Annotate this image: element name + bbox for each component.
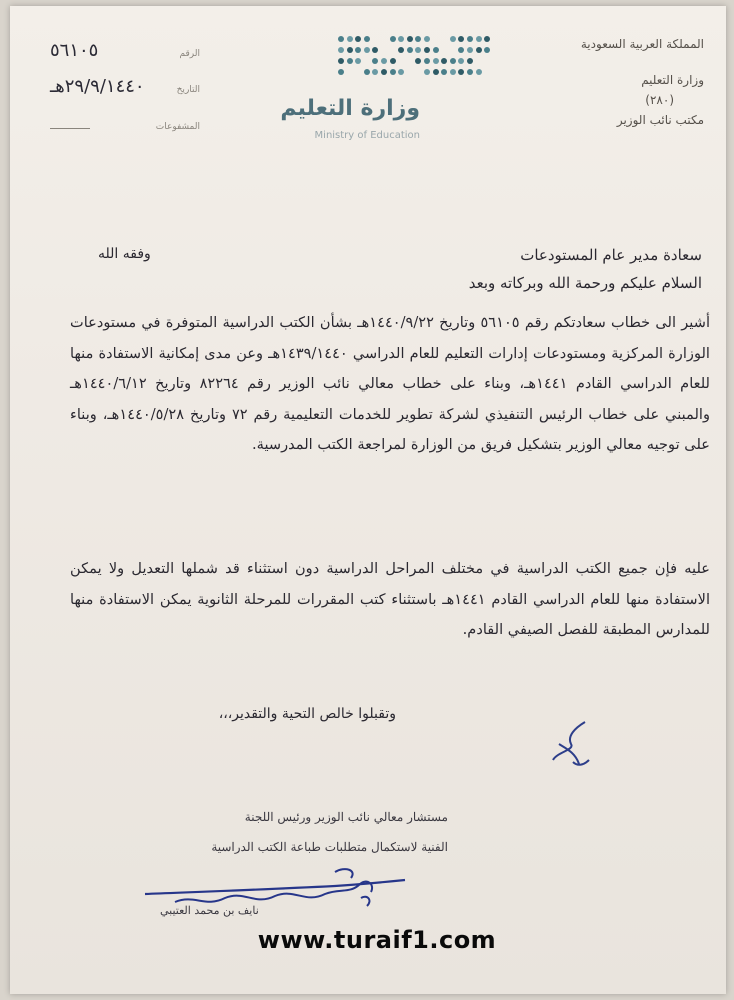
logo-dot <box>433 58 439 64</box>
letterhead-left <box>50 40 200 148</box>
logo-dot <box>347 47 353 53</box>
logo-dot <box>476 47 482 53</box>
logo-dot <box>424 69 430 75</box>
ref-number-row <box>50 40 200 76</box>
logo-dot <box>364 69 370 75</box>
logo-dot <box>424 47 430 53</box>
logo-dot <box>467 36 473 42</box>
logo-arabic: وزارة التعليم <box>280 96 420 121</box>
kingdom-name: المملكة العربية السعودية <box>580 37 704 51</box>
attachments-label: المشفوعات <box>155 122 200 132</box>
logo-dot <box>407 36 413 42</box>
logo-dot <box>450 58 456 64</box>
logo-dot <box>398 36 404 42</box>
signatory-title <box>168 802 448 862</box>
logo-dot <box>355 47 361 53</box>
logo-dot <box>458 69 464 75</box>
ref-date-row <box>50 76 200 112</box>
greeting: السلام عليكم ورحمة الله وبركاته وبعد <box>468 274 702 292</box>
recipient: سعادة مدير عام المستودعات <box>520 246 702 264</box>
logo-dot <box>424 58 430 64</box>
office-name: مكتب نائب الوزير <box>616 113 704 127</box>
logo-dot <box>398 69 404 75</box>
logo-dot <box>398 47 404 53</box>
ministry-logo <box>260 36 500 156</box>
logo-dot <box>415 58 421 64</box>
logo-dot <box>407 47 413 53</box>
logo-dot <box>415 36 421 42</box>
attachments-row <box>50 112 200 148</box>
logo-dot <box>433 47 439 53</box>
logo-dot <box>355 58 361 64</box>
logo-dot <box>458 47 464 53</box>
logo-dot <box>390 58 396 64</box>
logo-english: Ministry of Education <box>314 130 420 141</box>
paragraph-1: أشير الى خطاب سعادتكم رقم ٥٦١٠٥ وتاريخ ١٤٤٠/٩/٢٢هـ بشأن الكتب الدراسية المتوفرة في مستودعات الوزارة المركزية ومستودعات إدارات التعليم للعام الدراسي ١٤٣٩/١٤٤٠هـ وعن مدى إمكانية الاستفادة منها للعام الدراسي القادم ١٤٤١هـ، وبناء على خطاب معالي نائب الوزير رقم ٨٢٢٦٤ وتاريخ ١٤٤٠/٦/١٢هـ والمبني على خطاب الرئيس التنفيذي لشركة تطوير للخدمات التعليمية رقم ٧٢ وتاريخ ١٤٤٠/٥/٢٨هـ، وبناء على توجيه معالي الوزير بتشكيل فريق من الوزارة لمراجعة الكتب المدرسية. <box>70 314 710 454</box>
attachments-line <box>50 128 90 129</box>
logo-dot <box>372 69 378 75</box>
logo-dot <box>372 58 378 64</box>
logo-dot <box>355 36 361 42</box>
signature-icon <box>135 864 415 934</box>
logo-dot <box>441 58 447 64</box>
paragraph-2: عليه فإن جميع الكتب الدراسية في مختلف المراحل الدراسية دون استثناء قد شملها التعديل ولا يمكن الاستفادة منها للعام الدراسي القادم ١٤٤١هـ باستثناء كتب المقررات للمرحلة الثانوية يمكن الاستفادة منها للمدارس المطبقة للفصل الصيفي القادم. <box>70 560 710 639</box>
signatory-name: نايف بن محمد العتيبي <box>160 904 259 917</box>
logo-dot <box>415 47 421 53</box>
logo-dot <box>364 36 370 42</box>
site-watermark: www.turaif1.com <box>257 926 497 954</box>
logo-dots-icon <box>338 36 498 86</box>
logo-dot <box>338 47 344 53</box>
signatory-title-2: الفنية لاستكمال متطلبات طباعة الكتب الدراسية <box>211 840 448 854</box>
logo-dot <box>458 36 464 42</box>
logo-dot <box>338 69 344 75</box>
logo-dot <box>450 69 456 75</box>
logo-dot <box>347 36 353 42</box>
letterhead-right <box>534 34 704 130</box>
office-number: (٢٨٠) <box>645 93 674 107</box>
logo-dot <box>372 47 378 53</box>
logo-dot <box>467 47 473 53</box>
logo-dot <box>424 36 430 42</box>
handwritten-mark-icon <box>545 714 595 774</box>
ref-number-label: الرقم <box>179 49 200 59</box>
ref-date-label: التاريخ <box>176 85 200 95</box>
blessing: وفقه الله <box>98 246 151 262</box>
logo-dot <box>484 36 490 42</box>
logo-dot <box>476 69 482 75</box>
logo-dot <box>441 69 447 75</box>
logo-dot <box>467 58 473 64</box>
logo-dot <box>364 47 370 53</box>
logo-dot <box>390 69 396 75</box>
closing: وتقبلوا خالص التحية والتقدير،،، <box>218 706 396 722</box>
logo-dot <box>467 69 473 75</box>
logo-dot <box>476 36 482 42</box>
logo-dot <box>338 36 344 42</box>
logo-dot <box>381 58 387 64</box>
logo-dot <box>458 58 464 64</box>
ref-number: ٥٦١٠٥ <box>50 40 99 61</box>
logo-dot <box>381 69 387 75</box>
letter-page <box>10 6 726 994</box>
logo-dot <box>450 36 456 42</box>
logo-dot <box>433 69 439 75</box>
signatory-title-1: مستشار معالي نائب الوزير ورئيس اللجنة <box>244 810 448 824</box>
ministry-line: وزارة التعليم <box>641 73 704 87</box>
ref-date: ٢٩/٩/١٤٤٠هـ <box>50 76 145 97</box>
logo-dot <box>390 36 396 42</box>
logo-dot <box>484 47 490 53</box>
logo-dot <box>338 58 344 64</box>
logo-dot <box>347 58 353 64</box>
